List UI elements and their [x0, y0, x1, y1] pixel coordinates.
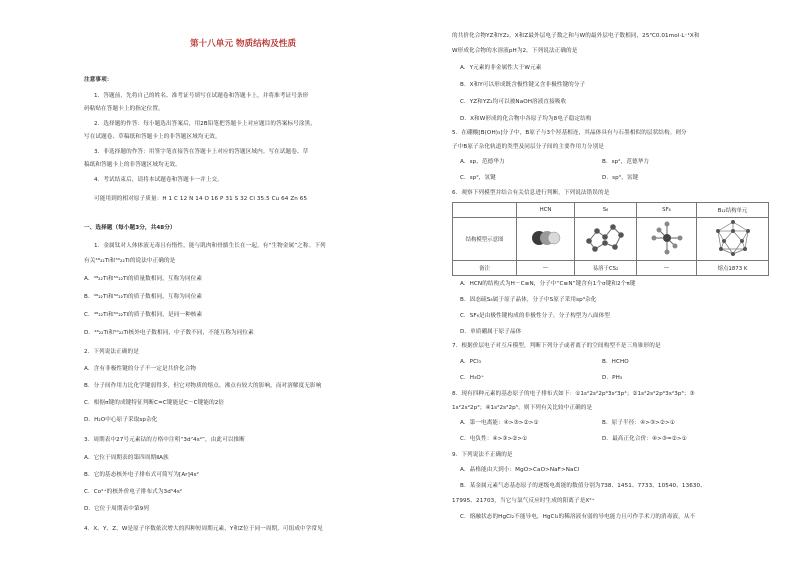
q5-option-d: D．sp³，氢键	[602, 175, 639, 181]
q6-option-b: B．固态硫S₈属于原子晶体，分子中S原子采用sp³杂化	[460, 297, 597, 303]
q1-option-c: C．⁴⁸₂₂Ti和⁵⁰₂₂Ti的质子数相同，是同一种核素	[84, 312, 203, 318]
q6-s8-model-cell	[575, 218, 637, 261]
q9-option-b-line-2: 17995、21703，当它与氯气反应时生成的阳离子是X²⁺	[452, 498, 595, 504]
q6-table-header-hcn: HCN	[517, 203, 575, 218]
q6-note-sf6: —	[637, 261, 697, 276]
q3-option-b: B．它的基态核外电子排布式可简写为[Ar]4s²	[84, 472, 199, 478]
q4-stem-line-1: 4．X、Y、Z、W是原子序数依次增大的四种短周期元素，Y和Z位于同一周期，可组成中学常见	[84, 526, 323, 532]
q5-stem-line-2: 子中B原子杂化轨道的类型及同层分子间的主要作用力分别是	[452, 144, 604, 150]
hcn-molecule-model-icon	[526, 223, 566, 253]
q6-option-a: A．HCN的结构式为H－C≡N，分子中“C≡N”键含有1个σ键和2个π键	[460, 281, 636, 287]
notice-item-1-line-1: 1．答题前，先将自己的姓名、准考证号填写在试题卷和答题卡上，并将准考证号条形	[94, 93, 309, 99]
q2-option-a: A．含有非极性键的分子不一定是共价化合物	[84, 366, 197, 372]
q3-option-a: A．它位于周期表的第四周期ⅡA族	[84, 455, 169, 461]
q7-option-d: D．PH₃	[602, 375, 623, 381]
sf6-octahedral-model-icon	[647, 220, 687, 256]
q8-option-c: C．电负性：④>③>②>①	[460, 436, 528, 442]
q6-table-corner-cell	[453, 203, 517, 218]
q2-option-b: B．分子间作用力比化学键弱得多，但它对物质的熔点、沸点有较大的影响，而对溶解度无影响	[84, 383, 322, 389]
s8-ring-model-icon	[583, 221, 629, 255]
q1-stem-line-2: 有关⁴⁸₂₂Ti和⁵⁰₂₂Ti的说法中正确的是	[84, 258, 176, 264]
q6-table-note-label: 备注	[453, 261, 517, 276]
q6-note-b12: 熔点1873 K	[697, 261, 769, 276]
q9-option-c: C．熔融状态的HgCl₂不能导电，HgCl₂的稀溶液有弱的导电能力且可作手术刀的消毒液，从不	[460, 514, 696, 520]
q8-option-d: D．最高正化合价：④>③=②>①	[602, 436, 687, 442]
q1-option-d: D．⁴⁸₂₂Ti和⁵⁰₂₂Ti核外电子数相同，中子数不同，不能互称为同位素	[84, 330, 254, 336]
notice-item-2-line-1: 2．选择题的作答：每小题选出答案后，用2B铅笔把答题卡上对应题目的答案标号涂黑，	[94, 121, 316, 127]
q5-stem-line-1: 5．在硼酸[B(OH)₃]分子中，B原子与3个羟基相连，其晶体具有与石墨相似的层状结构。则分	[452, 130, 687, 136]
b12-icosahedron-model-icon	[712, 219, 754, 257]
q6-table-header-sf6: SF₆	[637, 203, 697, 218]
q1-option-a: A．⁴⁸₂₂Ti和⁵⁰₂₂Ti的质量数相同，互称为同位素	[84, 276, 203, 282]
q6-table-model-label: 结构模型示意图	[453, 218, 517, 261]
q6-option-c: C．SF₆是由极性键构成的非极性分子，分子构型为八面体型	[460, 313, 610, 319]
q8-option-b: B．原子半径：④>③>②>①	[602, 420, 675, 426]
q2-stem: 2．下列说法正确的是	[84, 349, 139, 355]
q2-option-c: C．根据π键的成键特征判断C=C键能是C－C键能的2倍	[84, 400, 225, 406]
q6-stem: 6．观察下列模型并结合有关信息进行判断，下列说法错误的是	[452, 190, 610, 196]
q4-option-a: A．Y元素的非金属性大于W元素	[460, 65, 542, 71]
q6-sf6-model-cell	[637, 218, 697, 261]
q4-stem-line-3: W形成化合物的水溶液pH为2。下列说法正确的是	[452, 48, 578, 54]
q6-table-header-row	[453, 203, 769, 218]
q1-option-b: B．⁴⁸₂₂Ti和⁵⁰₂₂Ti的质子数相同，互称为同位素	[84, 294, 203, 300]
q3-option-d: D．它位于周期表中第9列	[84, 506, 150, 512]
q6-b12-model-cell	[697, 218, 769, 261]
q8-stem-line-1: 8．现有四种元素的基态原子的电子排布式如下：①1s²2s²2p⁶3s²3p⁴；②1s²2s²2p⁶3s²3p³；③	[452, 391, 695, 397]
q5-option-c: C．sp²，氢键	[460, 175, 496, 181]
q6-table-model-row	[453, 218, 769, 261]
q1-stem-line-1: 1．金属钛对人体体液无毒且有惰性，能与肌肉和骨骼生长在一起，有“生物金属”之称。下列	[94, 243, 326, 249]
q6-model-table	[452, 202, 769, 276]
q5-option-a: A．sp，范德华力	[460, 159, 505, 165]
notice-item-2-line-2: 写在试题卷、草稿纸和答题卡上的非答题区域均无效。	[84, 134, 221, 140]
q9-option-a: A．晶格能由大到小：MgO>CaO>NaF>NaCl	[460, 467, 580, 473]
notice-heading: 注意事项：	[84, 77, 113, 83]
notice-item-3-line-2: 稿纸和答题卡上的非答题区域均无效。	[84, 162, 181, 168]
q7-stem: 7．根据价层电子对互斥模型，判断下列分子或者离子的空间构型不是三角锥形的是	[452, 343, 661, 349]
q7-option-b: B．HCHO	[602, 359, 629, 365]
q7-option-a: A．PCl₃	[460, 359, 482, 365]
q6-table-header-b12: B₁₂结构单元	[697, 203, 769, 218]
notice-item-3-line-1: 3．非选择题的作答：用签字笔直接答在答题卡上对应的答题区域内。写在试题卷、草	[94, 149, 309, 155]
q4-option-c: C．YZ和YZ₂均可以被NaOH溶液直接吸收	[460, 99, 567, 105]
q8-option-a: A．第一电离能：④>③>②>①	[460, 420, 539, 426]
q6-table-note-row	[453, 261, 769, 276]
atomic-masses: 可能用到的相对原子质量：H 1 C 12 N 14 O 16 P 31 S 32 Cl 35.5 Cu 64 Zn 65	[94, 196, 308, 202]
q6-note-s8: 易溶于CS₂	[575, 261, 637, 276]
q9-option-b-line-1: B．某金属元素气态基态原子的逐级电离能的数值分别为738、1451、7733、10540、13630、	[460, 483, 706, 489]
q3-stem: 3．周期表中27号元素钴的方格中注明“3d⁷4s²”，由此可以推断	[84, 437, 245, 443]
q9-stem: 9．下列说法不正确的是	[452, 452, 513, 458]
q4-stem-line-2: 的共价化合物YZ和YZ₂，X和Z最外层电子数之和与W的最外层电子数相同，25℃0.01mol·L⁻¹X和	[452, 33, 700, 39]
q7-option-c: C．H₃O⁺	[460, 375, 484, 381]
q4-option-b: B．X和Y可以形成既含极性键又含非极性键的分子	[460, 82, 586, 88]
q6-hcn-model-cell	[517, 218, 575, 261]
q3-option-c: C．Co²⁺的核外价电子排布式为3d⁵4s²	[84, 489, 183, 495]
q2-option-d: D．H₂O中心原子采取sp杂化	[84, 417, 158, 423]
q6-table-header-s8: S₈	[575, 203, 637, 218]
notice-item-1-line-2: 码粘贴在答题卡上的指定位置。	[84, 106, 164, 112]
q5-option-b: B．sp²，范德华力	[602, 159, 650, 165]
q8-stem-line-2: 1s²2s²2p³；④1s²2s²2p⁵。则下列有关比较中正确的是	[452, 405, 593, 411]
q6-option-d: D．单质硼属于原子晶体	[460, 329, 522, 335]
q6-note-hcn: —	[517, 261, 575, 276]
section-1-heading: 一、选择题（每小题3分，共48分）	[84, 225, 176, 231]
page-title: 第十八单元 物质结构及性质	[189, 39, 297, 49]
notice-item-4: 4．考试结束后，请将本试题卷和答题卡一并上交。	[94, 177, 223, 183]
q4-option-d: D．X和W形成的化合物中各原子均为8电子稳定结构	[460, 116, 592, 122]
